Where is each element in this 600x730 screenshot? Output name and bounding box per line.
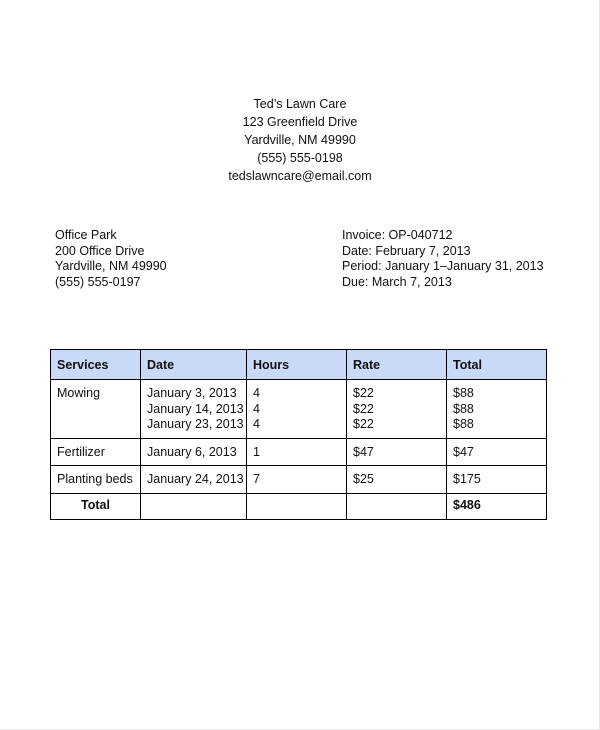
company-phone: (555) 555-0198 [257, 151, 343, 165]
total-value: $88 [453, 417, 474, 431]
company-email: tedslawncare@email.com [228, 169, 372, 183]
hours-value: 7 [253, 472, 260, 486]
table-row-planting-beds [51, 466, 547, 494]
total-label: Total [51, 493, 141, 520]
hours-value: 4 [253, 386, 260, 400]
client-phone: (555) 555-0197 [55, 274, 141, 289]
header-services: Services [51, 350, 141, 380]
rate-value: $22 [353, 417, 374, 431]
cell-rates [347, 438, 447, 466]
service-name: Mowing [57, 386, 101, 400]
header-hours: Hours [247, 350, 347, 380]
invoice-period: Period: January 1–January 31, 2013 [342, 259, 544, 273]
cell-hours [247, 380, 347, 439]
header-total: Total [447, 350, 547, 380]
service-name: Planting beds [57, 472, 133, 486]
empty-cell [247, 493, 347, 520]
empty-cell [141, 493, 247, 520]
total-value: $47 [453, 444, 474, 459]
date-value: January 14, 2013 [147, 401, 244, 416]
cell-service [51, 466, 141, 494]
table-row-mowing [51, 380, 547, 439]
cell-rates [347, 466, 447, 494]
cell-totals [447, 380, 547, 439]
total-value: $88 [453, 401, 474, 416]
date-value: January 24, 2013 [147, 472, 244, 486]
cell-dates [141, 466, 247, 494]
cell-service [51, 438, 141, 466]
empty-cell [347, 493, 447, 520]
table-header-row [51, 350, 547, 380]
services-table [50, 349, 547, 520]
cell-totals [447, 438, 547, 466]
invoice-due: Due: March 7, 2013 [342, 274, 452, 289]
bill-to-block [55, 228, 167, 290]
date-value: January 6, 2013 [147, 444, 237, 459]
total-value: $88 [453, 386, 474, 400]
header-date: Date [141, 350, 247, 380]
client-city: Yardville, NM 49990 [55, 259, 167, 273]
grand-total: $486 [447, 493, 547, 520]
rate-value: $22 [353, 386, 374, 400]
cell-dates [141, 380, 247, 439]
company-name: Ted’s Lawn Care [253, 97, 347, 111]
hours-value: 4 [253, 417, 260, 431]
table-row-fertilizer [51, 438, 547, 466]
hours-value: 4 [253, 401, 260, 416]
total-value: $175 [453, 472, 481, 486]
rate-value: $25 [353, 472, 374, 486]
table-total-row [51, 493, 547, 520]
cell-service [51, 380, 141, 439]
rate-value: $22 [353, 401, 374, 416]
service-name: Fertilizer [57, 444, 105, 459]
invoice-date: Date: February 7, 2013 [342, 243, 471, 258]
date-value: January 23, 2013 [147, 417, 244, 431]
cell-dates [141, 438, 247, 466]
hours-value: 1 [253, 444, 260, 459]
date-value: January 3, 2013 [147, 386, 237, 400]
rate-value: $47 [353, 444, 374, 459]
cell-totals [447, 466, 547, 494]
company-address: 123 Greenfield Drive [242, 115, 358, 129]
client-name: Office Park [55, 228, 117, 242]
cell-hours [247, 466, 347, 494]
invoice-info-block [342, 228, 544, 290]
header-rate: Rate [347, 350, 447, 380]
company-city: Yardville, NM 49990 [244, 133, 356, 147]
company-header [0, 95, 600, 185]
cell-hours [247, 438, 347, 466]
cell-rates [347, 380, 447, 439]
client-address: 200 Office Drive [55, 243, 145, 258]
invoice-number: Invoice: OP-040712 [342, 228, 453, 242]
